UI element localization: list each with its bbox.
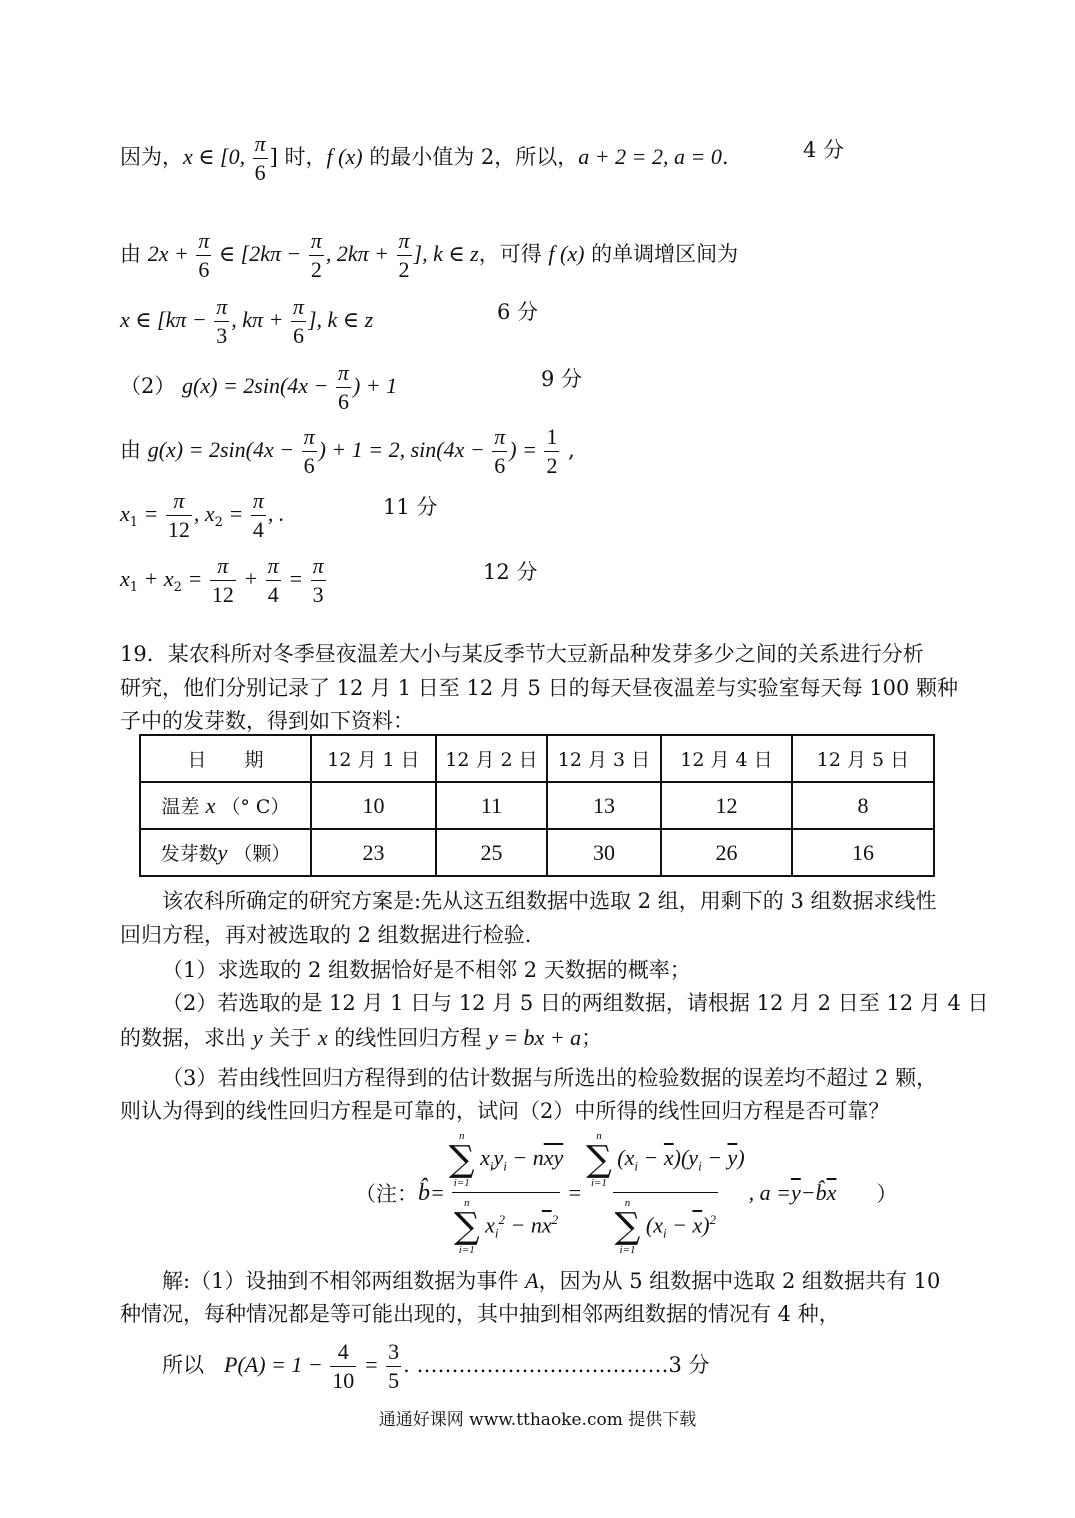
plan-line-1: 该农科所确定的研究方案是:先从这五组数据中选取 2 组，用剩下的 3 组数据求线性 <box>162 889 937 913</box>
data-table <box>139 734 935 877</box>
solution-line-3: x ∈ [kπ − $\frac{\pi}{3}$ , kπ + $\frac{\pi}{6}$ ], k ∈ z <box>120 294 374 348</box>
sub-question-3-line-1: （3）若由线性回归方程得到的估计数据与所选出的检验数据的误差均不超过 2 颗， <box>162 1066 938 1090</box>
sub-question-2-line-2: 的数据，求出 y 关于 x 的线性回归方程 y = bx + a； <box>120 1025 603 1050</box>
solution-line-2: 由 2x + $\frac{\pi}{6}$ ∈ [2kπ − $\frac{\pi}{2}$ , 2kπ + $\frac{\pi}{2}$ ], k ∈ z，可得 f (x) 的单调增区间为 <box>120 228 739 282</box>
question-19-line-2: 研究，他们分别记录了 12 月 1 日至 12 月 5 日的每天昼夜温差与实验室每天每 100 颗种 <box>120 676 958 700</box>
row-label: 发芽数y （颗） <box>140 829 311 876</box>
row-label: 温差 x （° C） <box>140 782 311 829</box>
table-row: 温差 x （° C） 10 11 13 12 8 <box>140 782 934 829</box>
question-19-line-3: 子中的发芽数，得到如下资料： <box>120 709 414 733</box>
solution-line-4: （2） g(x) = 2sin(4x − $\frac{\pi}{6}$ ) + 1 <box>120 360 398 414</box>
fraction: $\frac{\pi}{6}$ <box>254 131 266 185</box>
solution-19-line-3: 所以 P(A) = 1 − $\frac{4}{10}$ = $\frac{3}{5}$ . ………………………………3 分 <box>162 1339 710 1393</box>
page-footer: 通通好课网 www.tthaoke.com 提供下载 <box>378 1410 697 1430</box>
sub-question-2-line-1: （2）若选取的是 12 月 1 日与 12 月 5 日的两组数据，请根据 12 月 2 日至 12 月 4 日 <box>162 991 989 1015</box>
solution-line-7: $x_1 + x_2$ = $\frac{\pi}{12}$ + $\frac{\pi}{4}$ = $\frac{\pi}{3}$ <box>120 553 324 607</box>
solution-19-line-2: 种情况，每种情况都是等可能出现的，其中抽到相邻两组数据的情况有 4 种， <box>120 1302 840 1326</box>
question-19-line-1: 19．某农科所对冬季昼夜温差大小与某反季节大豆新品种发芽多少之间的关系进行分析 <box>120 642 924 666</box>
score-6: 6 分 <box>497 300 539 324</box>
score-4: 4 分 <box>803 138 845 162</box>
fraction-sum-xy: n ∑ i=1 $x_iy_i - n\overline{x}\overline{y}$ n ∑ i=1 $x_i^2 - n\overline{x}^2$ <box>448 1129 564 1256</box>
table-header-row: 日 期 12 月 1 日 12 月 2 日 12 月 3 日 12 月 4 日 12 月 5 日 <box>140 735 934 782</box>
solution-line-5: 由 g(x) = 2sin(4x − $\frac{\pi}{6}$ ) + 1 = 2, sin(4x − $\frac{\pi}{6}$ ) = $\frac{1}{2}$ , <box>120 424 575 478</box>
solution-line-1: 因为，x ∈ [0, $\frac{\pi}{6}$ ] 时，f (x) 的最小值为 2，所以，a + 2 = 2, a = 0. <box>120 131 729 185</box>
score-12: 12 分 <box>483 560 538 584</box>
score-9: 9 分 <box>541 367 583 391</box>
sub-question-1: （1）求选取的 2 组数据恰好是不相邻 2 天数据的概率； <box>162 958 691 982</box>
regression-formula-note: （注： b̂ = n ∑ i=1 $x_iy_i - n\overline{x}\overline{y}$ n ∑ i=1 $x_i^2 - n\overline{x}^2$ = n ∑ i=1 $(x_i - \overline{x})(y_i - \overline{y})$ n ∑ i=1 $(x_i - \overline{x})^2$ , a = $\overline{y}$ − b̂ $\overline{x}$ ） <box>355 1129 898 1256</box>
solution-19-line-1: 解:（1）设抽到不相邻两组数据为事件 A，因为从 5 组数据中选取 2 组数据共有 10 <box>162 1268 941 1293</box>
sub-question-3-line-2: 则认为得到的线性回归方程是可靠的，试问（2）中所得的线性回归方程是否可靠？ <box>120 1099 890 1123</box>
table-row: 发芽数y （颗） 23 25 30 26 16 <box>140 829 934 876</box>
score-11: 11 分 <box>383 495 438 519</box>
plan-line-2: 回归方程，再对被选取的 2 组数据进行检验. <box>120 923 532 947</box>
fraction-sum-deviation: n ∑ i=1 $(x_i - \overline{x})(y_i - \overline{y})$ n ∑ i=1 $(x_i - \overline{x})^2$ <box>586 1129 745 1256</box>
solution-line-6: $x_1$ = $\frac{\pi}{12}$ , $x_2$ = $\frac{\pi}{4}$ , . <box>120 488 285 542</box>
